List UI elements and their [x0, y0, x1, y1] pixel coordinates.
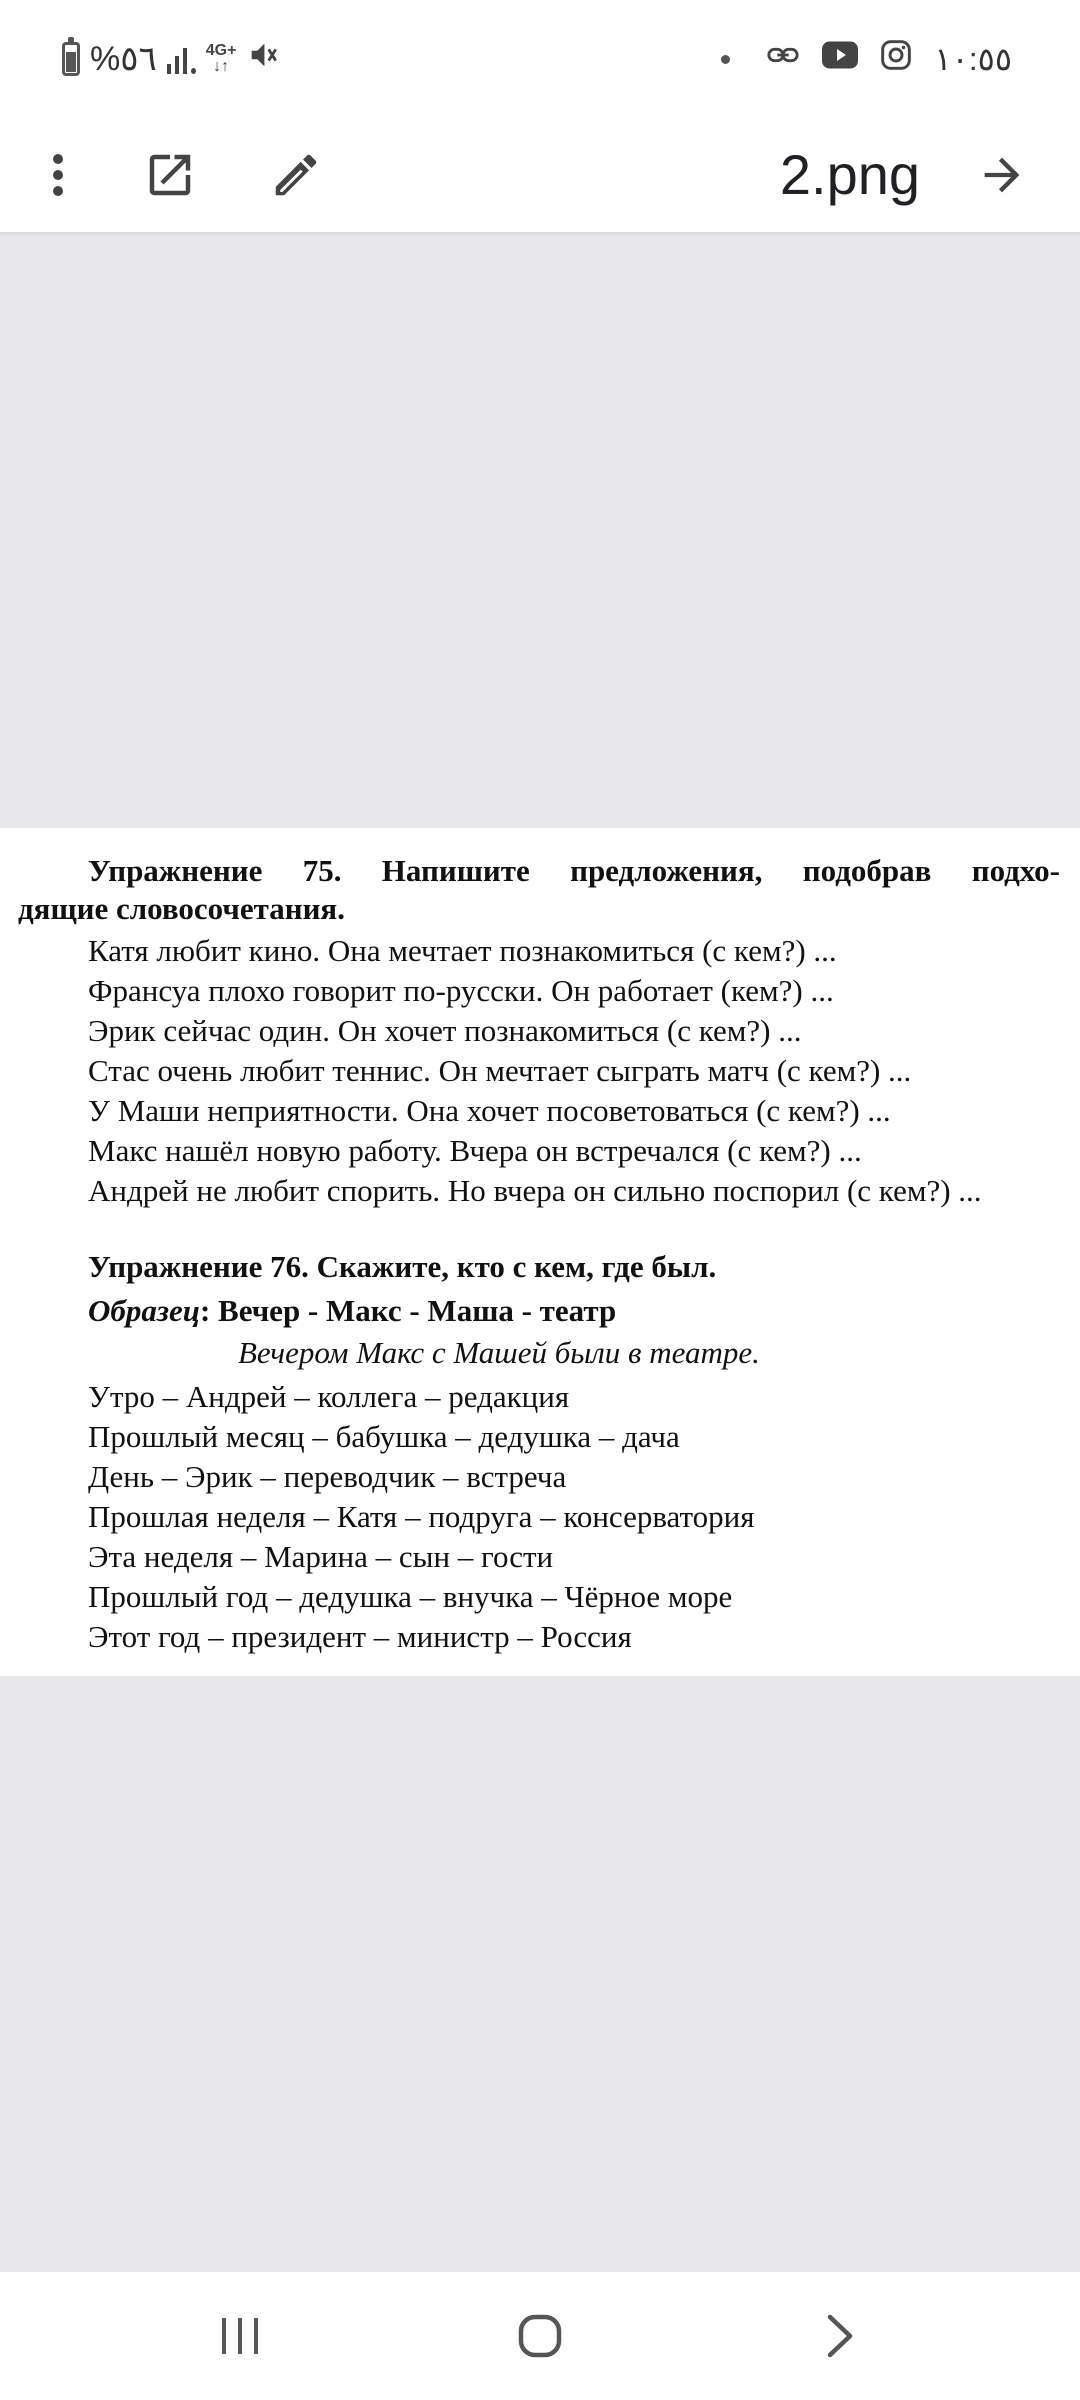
signal-icon	[167, 44, 196, 74]
open-external-button[interactable]	[138, 118, 202, 232]
pencil-icon	[269, 148, 323, 202]
exercise-75-line: У Маши неприятности. Она хочет посоветоваться (с кем?) ...	[88, 1093, 891, 1128]
battery-icon	[62, 42, 80, 76]
more-vertical-icon	[51, 151, 65, 199]
exercise-75-line: Катя любит кино. Она мечтает познакомиться (с кем?) ...	[88, 933, 837, 968]
exercise-75-title: Упражнение 75. Напишите предложения, подобрав подхо-	[88, 853, 1060, 888]
clock: ١٠:٥٥	[934, 41, 1012, 77]
exercise-76-line: Этот год – президент – министр – Россия	[88, 1619, 632, 1654]
exercise-76-line: Эта неделя – Марина – сын – гости	[88, 1539, 554, 1574]
recent-apps-icon	[218, 2316, 262, 2356]
open-in-new-icon	[143, 148, 197, 202]
more-options-button[interactable]	[30, 118, 86, 232]
edit-button[interactable]	[264, 118, 328, 232]
recent-apps-button[interactable]	[180, 2272, 300, 2400]
exercise-75-title-cont: дящие словосочетания.	[18, 891, 345, 926]
exercise-75-line: Стас очень любит теннис. Он мечтает сыграть матч (с кем?) ...	[88, 1053, 912, 1088]
status-left	[62, 34, 280, 84]
app-toolbar	[0, 118, 1080, 232]
back-button[interactable]	[780, 2272, 900, 2400]
exercise-76-line: Прошлый месяц – бабушка – дедушка – дача	[88, 1419, 680, 1454]
mute-icon	[246, 38, 280, 81]
home-button[interactable]	[480, 2272, 600, 2400]
file-title: 2.png	[779, 143, 920, 206]
exercise-76-line: Прошлая неделя – Катя – подруга – консерватория	[88, 1499, 755, 1534]
exercise-75-line: Франсуа плохо говорит по-русски. Он работает (кем?) ...	[88, 973, 834, 1008]
sample-line: Образец: Вечер - Макс - Маша - театр	[88, 1293, 617, 1328]
exercise-75-line: Эрик сейчас один. Он хочет познакомиться (с кем?) ...	[88, 1013, 802, 1048]
exercise-75-line: Андрей не любит спорить. Но вчера он сильно поспорил (с кем?) ...	[88, 1173, 982, 1208]
document-image[interactable]	[0, 828, 1080, 1676]
system-nav-bar	[0, 2272, 1080, 2400]
instagram-icon	[880, 39, 912, 79]
chevron-right-icon	[824, 2313, 856, 2359]
exercise-75-line: Макс нашёл новую работу. Вчера он встречался (с кем?) ...	[88, 1133, 862, 1168]
youtube-icon	[822, 40, 858, 78]
sample-label: Образец	[88, 1293, 200, 1328]
battery-percent: %٥٦	[90, 40, 157, 78]
sample-answer: Вечером Макс с Машей были в театре.	[238, 1335, 760, 1370]
forward-button[interactable]	[970, 118, 1034, 232]
status-right	[721, 34, 1012, 84]
notification-dot-icon	[721, 55, 730, 64]
exercise-76-line: День – Эрик – переводчик – встреча	[88, 1459, 567, 1494]
network-type-badge: 4G+ ↓↑	[205, 42, 237, 75]
arrow-right-icon	[976, 149, 1028, 201]
exercise-76-title: Упражнение 76. Скажите, кто с кем, где был.	[88, 1249, 717, 1284]
sample-text: Вечер - Макс - Маша - театр	[218, 1293, 617, 1328]
status-bar	[0, 0, 1080, 118]
home-icon	[516, 2312, 564, 2360]
exercise-76-line: Прошлый год – дедушка – внучка – Чёрное море	[88, 1579, 733, 1614]
exercise-76-line: Утро – Андрей – коллега – редакция	[88, 1379, 570, 1414]
link-icon	[766, 38, 800, 80]
